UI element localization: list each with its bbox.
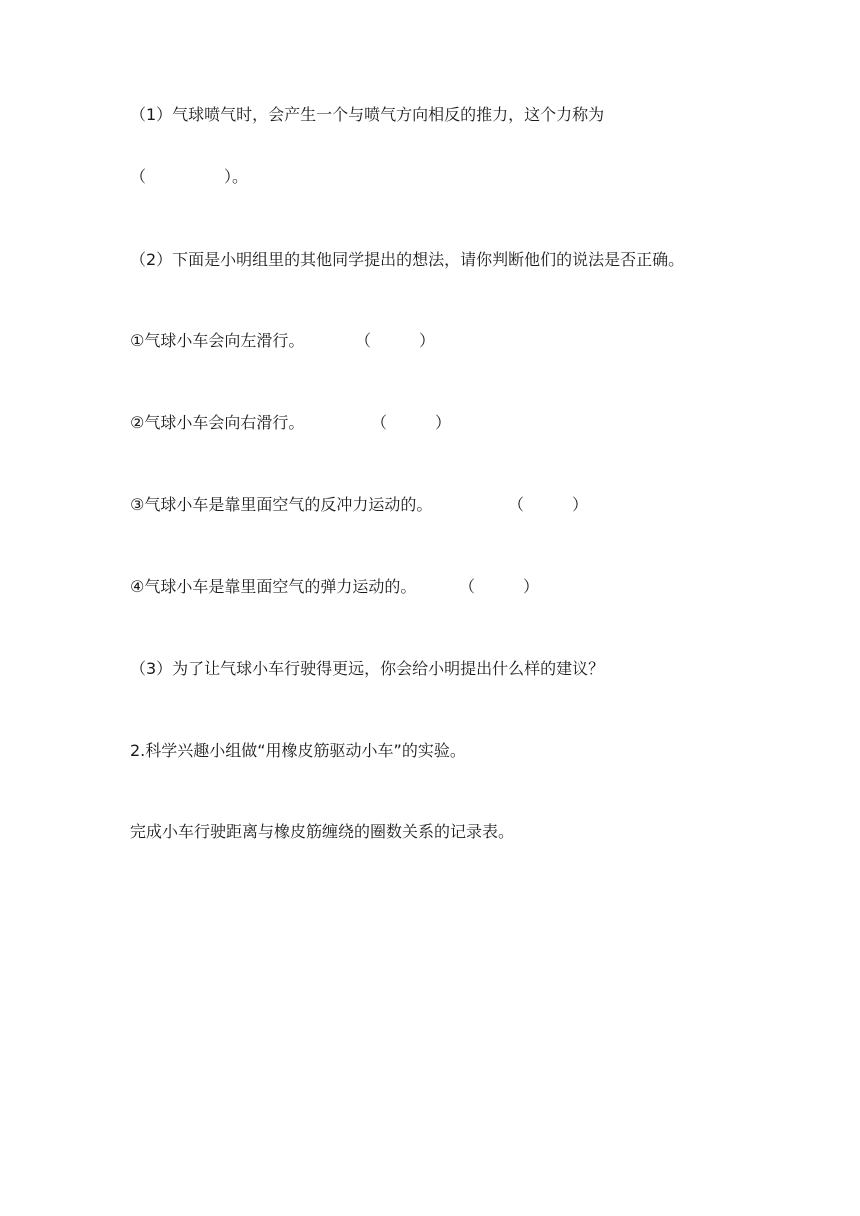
question-2-title: 2.科学兴趣小组做“用橡皮筋驱动小车”的实验。 — [130, 741, 466, 760]
statement-3-text: ③气球小车是靠里面空气的反冲力运动的。 — [130, 495, 433, 514]
statement-2-text: ②气球小车会向右滑行。 — [130, 413, 305, 432]
question-2-instruction: 完成小车行驶距离与橡皮筋缠绕的圈数关系的记录表。 — [130, 822, 515, 841]
statement-4-text: ④气球小车是靠里面空气的弹力运动的。 — [130, 577, 417, 596]
answer-close-paren: ）。 — [224, 167, 249, 186]
answer-open-paren: （ — [130, 167, 147, 186]
question-1-part-1-text: （1）气球喷气时，会产生一个与喷气方向相反的推力，这个力称为 — [130, 105, 605, 124]
question-1-part-1-answer-blank[interactable] — [130, 167, 248, 187]
statement-3-answer-blank[interactable]: （ ） — [508, 495, 589, 514]
statement-1-text: ①气球小车会向左滑行。 — [130, 331, 305, 350]
statement-2-answer-blank[interactable]: （ ） — [371, 413, 452, 432]
statement-1-answer-blank[interactable]: （ ） — [355, 331, 436, 350]
statement-4-answer-blank[interactable]: （ ） — [459, 577, 540, 596]
question-1-part-2-text: （2）下面是小明组里的其他同学提出的想法，请你判断他们的说法是否正确。 — [130, 250, 685, 269]
question-1-part-3-text: （3）为了让气球小车行驶得更远，你会给小明提出什么样的建议？ — [130, 659, 605, 678]
